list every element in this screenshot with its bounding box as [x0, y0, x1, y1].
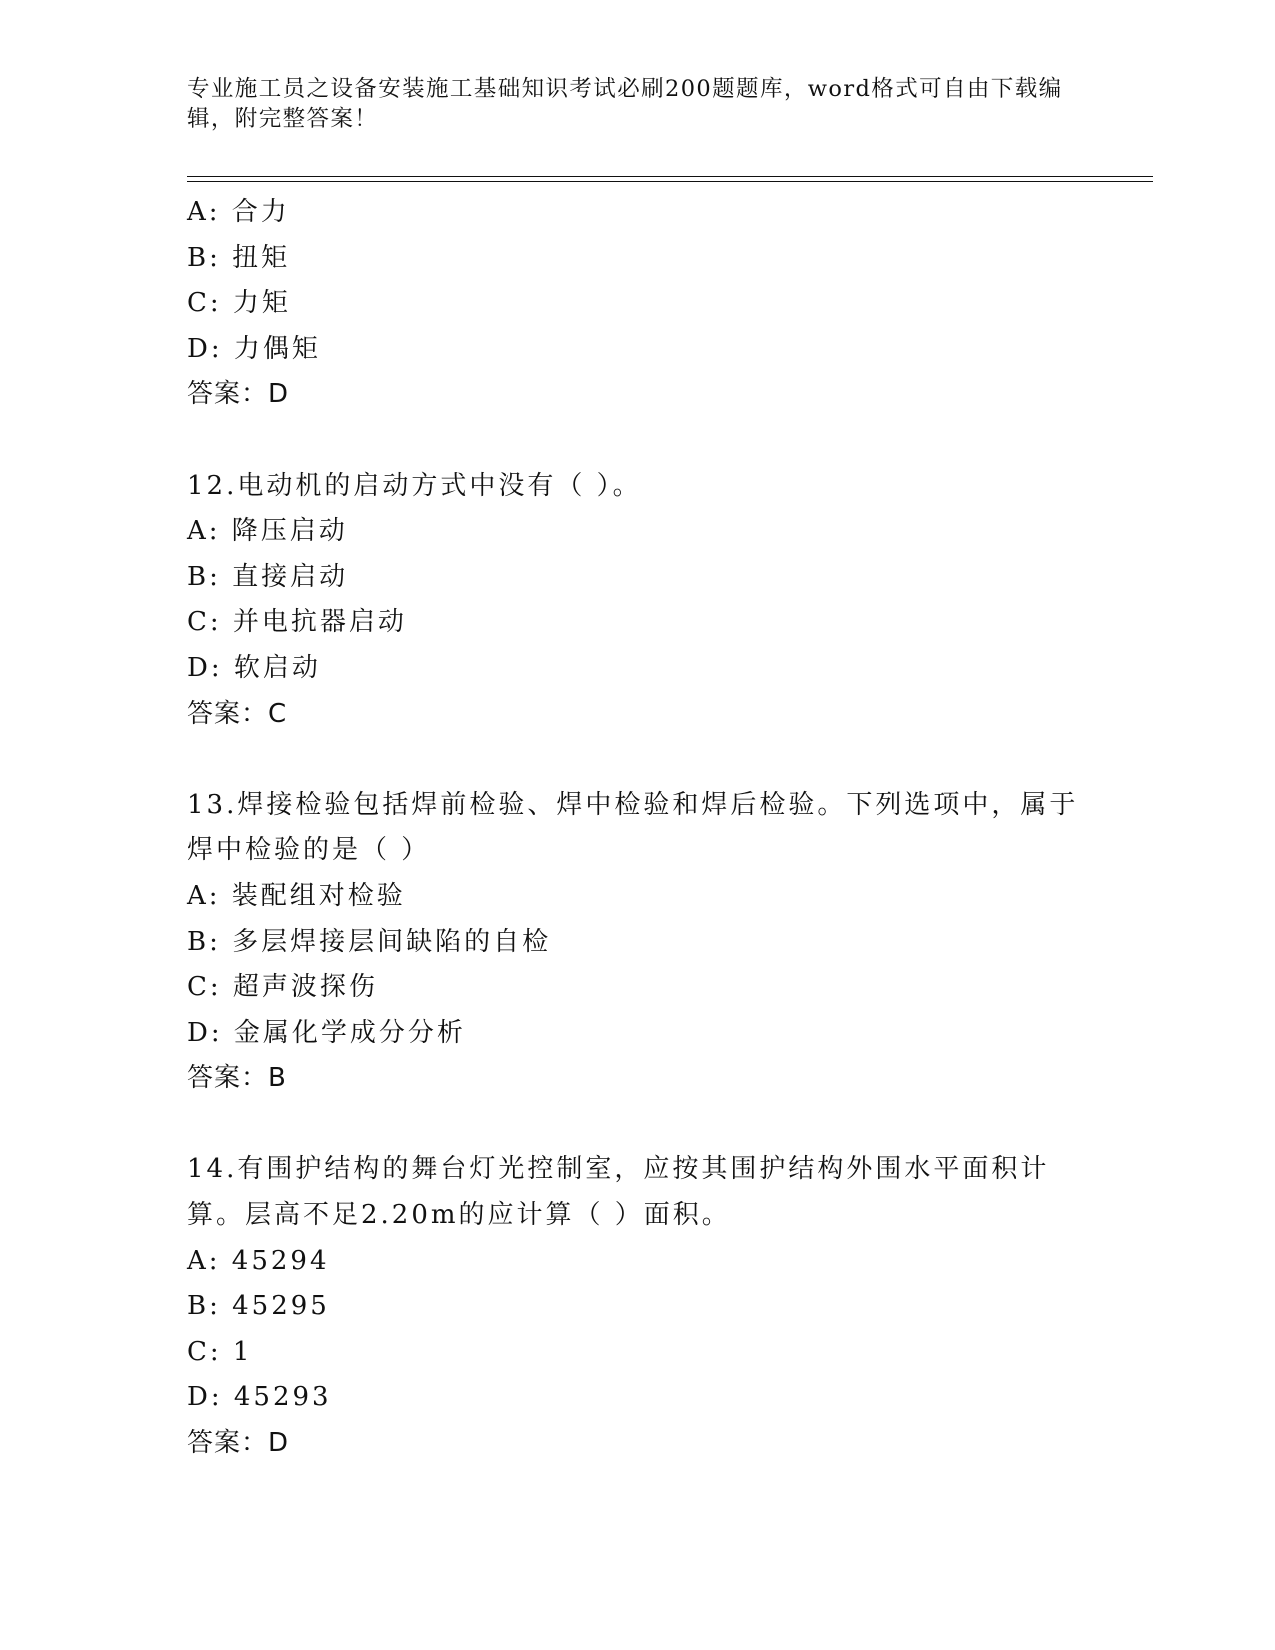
option-c: C: 力矩 — [187, 288, 291, 319]
option-a: A: 降压启动 — [187, 516, 348, 547]
header-divider-top — [187, 176, 1153, 177]
answer-line: 答案：D — [187, 379, 290, 410]
option-d: D: 力偶矩 — [187, 333, 321, 364]
spacer — [187, 1102, 1087, 1148]
question-13-block — [187, 783, 1087, 1102]
question-text: 14.有围护结构的舞台灯光控制室，应按其围护结构外围水平面积计算。层高不足2.20m的应计算（ ）面积。 — [187, 1154, 1050, 1231]
answer-line: 答案：C — [187, 698, 288, 729]
option-b: B: 45295 — [187, 1291, 330, 1322]
option-d: D: 金属化学成分分析 — [187, 1017, 466, 1048]
option-a: A: 合力 — [187, 197, 290, 227]
option-b: B: 多层焊接层间缺陷的自检 — [187, 926, 552, 957]
question-text: 12.电动机的启动方式中没有（ ）。 — [187, 470, 642, 501]
question-text: 13.焊接检验包括焊前检验、焊中检验和焊后检验。下列选项中，属于焊中检验的是（ ） — [187, 789, 1079, 866]
option-c: C: 超声波探伤 — [187, 972, 378, 1003]
option-c: C: 1 — [187, 1336, 253, 1367]
question-12-block — [187, 464, 1087, 738]
option-d: D: 软启动 — [187, 652, 321, 683]
option-c: C: 并电抗器启动 — [187, 607, 407, 638]
spacer — [187, 737, 1087, 783]
option-b: B: 直接启动 — [187, 561, 349, 592]
question-list — [187, 190, 1087, 1467]
answer-line: 答案：D — [187, 1428, 290, 1459]
option-b: B: 扭矩 — [187, 242, 291, 273]
option-a: A: 装配组对检验 — [187, 880, 406, 911]
option-a: A: 45294 — [187, 1245, 330, 1276]
document-header: 专业施工员之设备安装施工基础知识考试必刷200题题库，word格式可自由下载编辑，附完整答案！ — [187, 76, 1063, 132]
header-divider-bottom — [187, 181, 1153, 182]
question-11-block — [187, 190, 1087, 418]
answer-line: 答案：B — [187, 1063, 287, 1094]
spacer — [187, 418, 1087, 464]
question-14-block — [187, 1147, 1087, 1466]
option-d: D: 45293 — [187, 1382, 332, 1413]
